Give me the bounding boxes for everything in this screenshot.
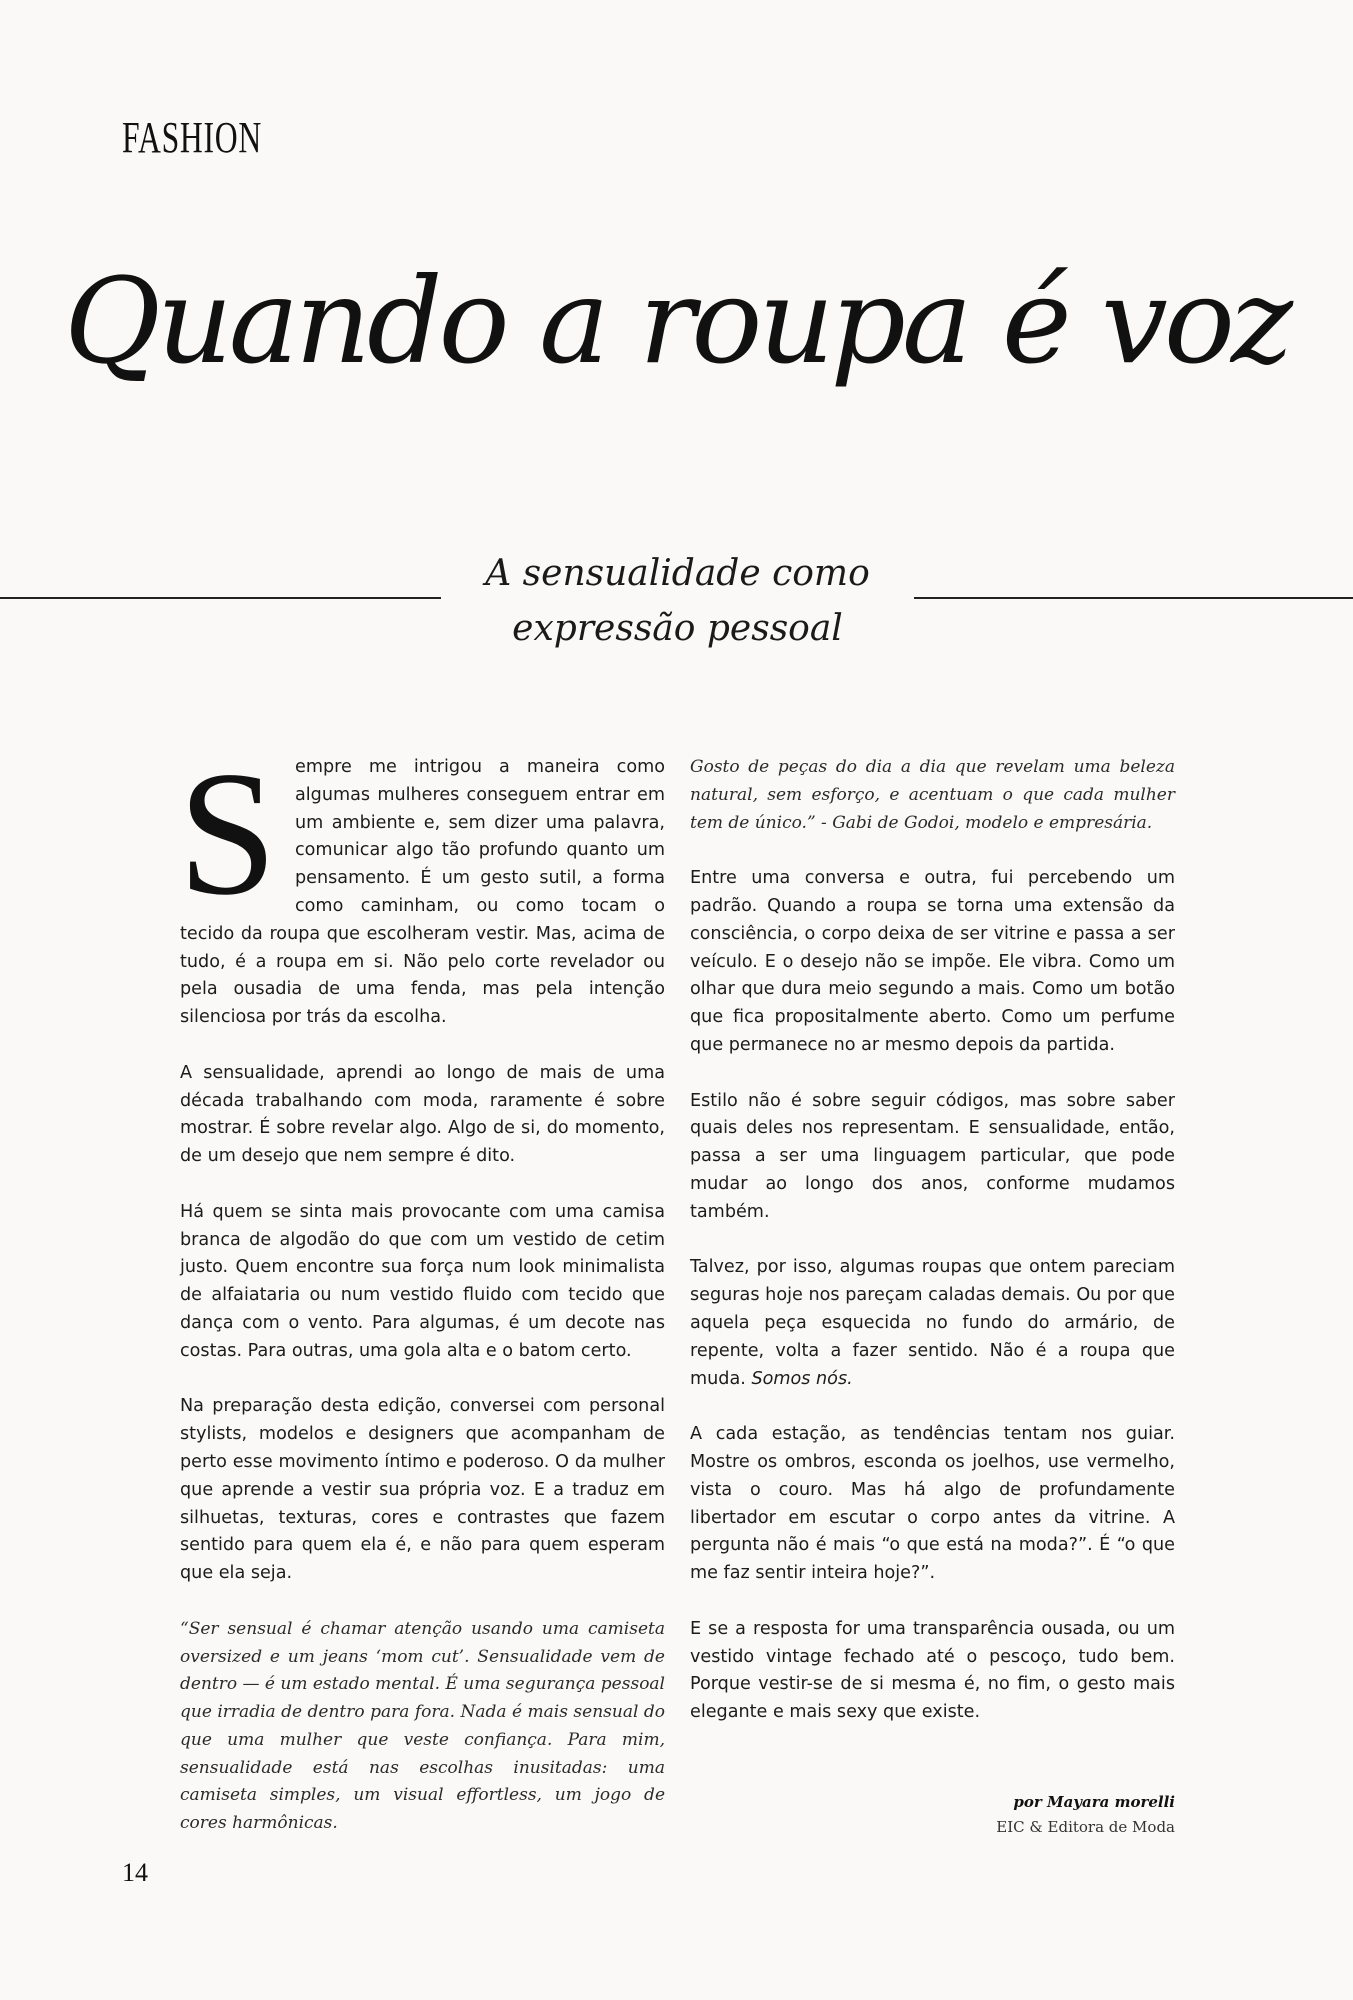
article-column-right xyxy=(690,754,1175,1755)
subtitle-line-2: expressão pessoal xyxy=(512,608,843,649)
section-label: FASHION xyxy=(122,113,262,162)
article-headline: Quando a roupa é voz xyxy=(63,252,1290,390)
author-role: EIC & Editora de Moda xyxy=(996,1818,1175,1836)
subtitle-rule-left xyxy=(0,597,441,599)
article-paragraph: E se a resposta for uma transparência ousada, ou um vestido vintage fechado até o pescoço, tudo bem. Porque vestir-se de si mesma é, no fim, o gesto mais elegante e mais sexy que existe. xyxy=(690,1618,1175,1723)
author-name: por Mayara morelli xyxy=(1013,1793,1175,1811)
article-paragraph: A cada estação, as tendências tentam nos guiar. Mostre os ombros, esconda os joelhos, use vermelho, vista o couro. Mas há algo de profundamente libertador em escutar o corpo antes da vitrine. A pergunta não é mais “o que está na moda?”. É “o que me faz sentir inteira hoje?”. xyxy=(690,1424,1175,1584)
subtitle-rule-right xyxy=(914,597,1353,599)
page-number: 14 xyxy=(122,1858,148,1887)
article-subtitle xyxy=(441,546,914,656)
article-paragraph: Na preparação desta edição, conversei com personal stylists, modelos e designers que acompanham de perto esse movimento íntimo e poderoso. O da mulher que aprende a vestir sua própria voz. E a traduz em silhuetas, texturas, cores e contrastes que fazem sentido para quem ela é, e não para quem esperam que ela seja. xyxy=(180,1396,665,1584)
drop-cap: S xyxy=(178,734,277,932)
article-paragraph: Entre uma conversa e outra, fui percebendo um padrão. Quando a roupa se torna uma extensão da consciência, o corpo deixa de ser vitrine e passa a ser veículo. E o desejo não se impõe. Ele vibra. Como um olhar que dura meio segundo a mais. Como um botão que fica propositalmente aberto. Como um perfume que permanece no ar mesmo depois da partida. xyxy=(690,868,1175,1055)
pull-quote-continued: Gosto de peças do dia a dia que revelam uma beleza natural, sem esforço, e acentuam o que cada mulher tem de único.” - Gabi de Godoi, modelo e empresária. xyxy=(690,757,1175,833)
article-paragraph xyxy=(690,1254,1175,1393)
article-paragraph: Estilo não é sobre seguir códigos, mas sobre saber quais deles nos representam. E sensualidade, então, passa a ser uma linguagem particular, que pode mudar ao longo dos anos, conforme mudamos também. xyxy=(690,1090,1175,1222)
article-column-left xyxy=(178,734,665,1866)
paragraph-text: empre me intrigou a maneira como algumas mulheres conseguem entrar em um ambiente e, sem dizer uma palavra, comunicar algo tão profundo quanto um pensamento. É um gesto sutil, a forma como caminham, ou como tocam o tecido da roupa que escolheram vestir. Mas, acima de tudo, é a roupa em si. Não pelo corte revelador ou pela ousadia de uma fenda, mas pela intenção silenciosa por trás da escolha. xyxy=(180,757,665,1028)
author-byline xyxy=(996,1790,1175,1840)
paragraph-text: Talvez, por isso, algumas roupas que ontem pareciam seguras hoje nos pareçam caladas demais. Ou por que aquela peça esquecida no fundo do armário, de repente, volta a fazer sentido. Não é a roupa que muda. xyxy=(690,1257,1175,1389)
emphasis-text: Somos nós. xyxy=(751,1368,853,1389)
subtitle-line-1: A sensualidade como xyxy=(485,553,870,594)
article-paragraph: Há quem se sinta mais provocante com uma camisa branca de algodão do que com um vestido de cetim justo. Quem encontre sua força num look minimalista de alfaiataria ou num vestido fluido com tecido que dança com o vento. Para algumas, é um decote nas costas. Para outras, uma gola alta e o batom certo. xyxy=(180,1201,665,1361)
pull-quote: “Ser sensual é chamar atenção usando uma camiseta oversized e um jeans ‘mom cut’. Sensualidade vem de dentro — é um estado mental. É uma segurança pessoal que irradia de dentro para fora. Nada é mais sensual do que uma mulher que veste confiança. Para mim, sensualidade está nas escolhas inusitadas: uma camiseta simples, um visual effortless, um jogo de cores harmônicas. xyxy=(180,1618,665,1834)
article-paragraph: A sensualidade, aprendi ao longo de mais de uma década trabalhando com moda, raramente é sobre mostrar. É sobre revelar algo. Algo de si, do momento, de um desejo que nem sempre é dito. xyxy=(180,1062,665,1167)
article-paragraph xyxy=(178,734,665,1032)
